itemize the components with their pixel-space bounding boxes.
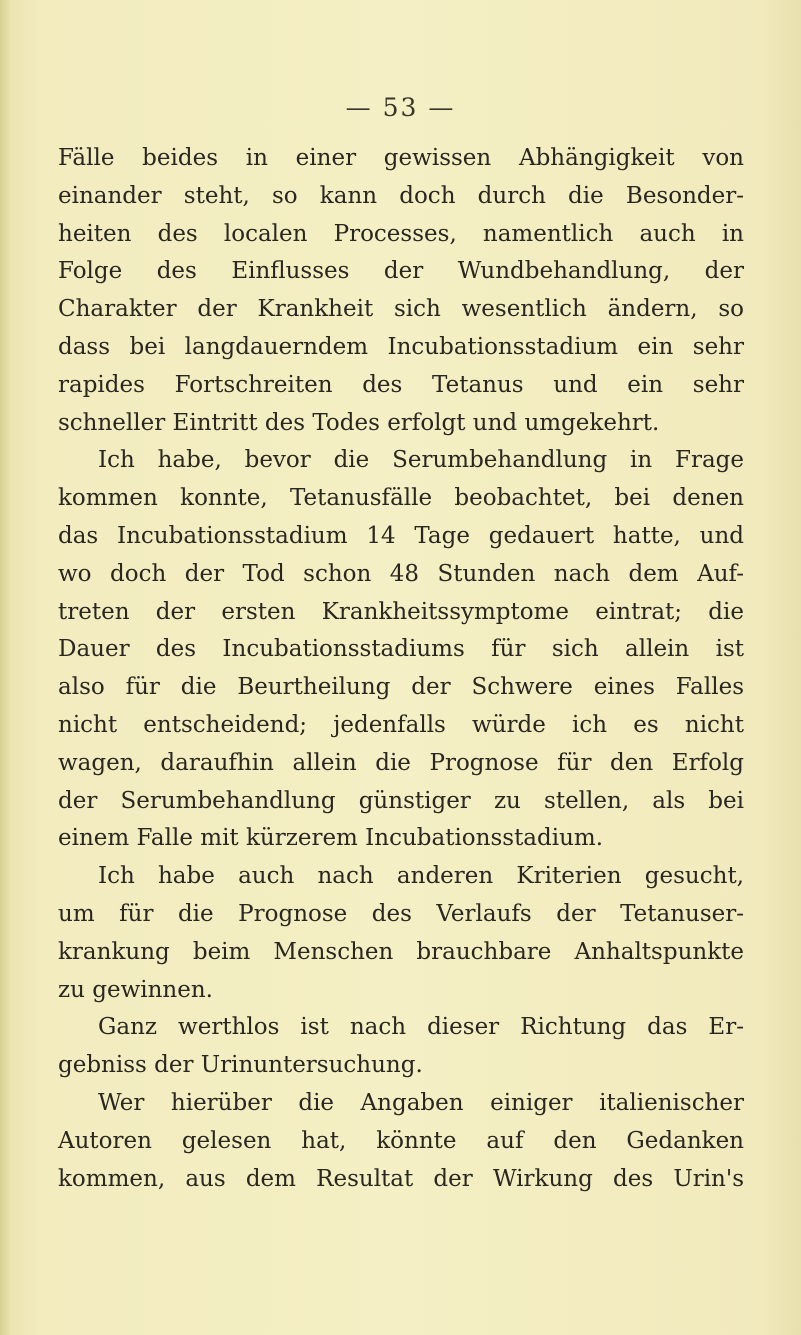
text-line: einem Falle mit kürzerem Incubationsstadium.: [58, 825, 604, 852]
text-line: also für die Beurtheilung der Schwere eines Falles: [58, 674, 744, 701]
text-line: der Serumbehandlung günstiger zu stellen, als bei: [58, 787, 744, 814]
body-text: [58, 140, 744, 1198]
text-line: kommen, aus dem Resultat der Wirkung des Urin's: [58, 1165, 744, 1192]
text-line: wo doch der Tod schon 48 Stunden nach dem Auf-: [58, 560, 744, 587]
text-line: das Incubationsstadium 14 Tage gedauert hatte, und: [58, 522, 744, 549]
page-number: — 53 —: [345, 93, 456, 122]
paragraph: [58, 140, 744, 442]
text-line: Ich habe auch nach anderen Kriterien gesucht,: [98, 863, 744, 890]
text-line: kommen konnte, Tetanusfälle beobachtet, bei denen: [58, 485, 744, 512]
paragraph: [58, 442, 744, 858]
text-line: Dauer des Incubationsstadiums für sich allein ist: [58, 636, 744, 663]
text-line: nicht entscheidend; jedenfalls würde ich es nicht: [58, 711, 744, 738]
paragraph: [58, 1009, 744, 1085]
text-line: krankung beim Menschen brauchbare Anhaltspunkte: [58, 938, 744, 965]
text-line: schneller Eintritt des Todes erfolgt und umgekehrt.: [58, 409, 660, 436]
text-line: wagen, daraufhin allein die Prognose für den Erfolg: [58, 749, 744, 776]
text-line: zu gewinnen.: [58, 976, 213, 1003]
paragraph: [58, 1085, 744, 1198]
binding-edge: [0, 0, 10, 1335]
text-line: einander steht, so kann doch durch die Besonder-: [58, 182, 744, 209]
text-line: Folge des Einflusses der Wundbehandlung, der: [58, 258, 744, 285]
text-line: Ich habe, bevor die Serumbehandlung in Frage: [98, 447, 744, 474]
text-line: heiten des localen Processes, namentlich auch in: [58, 220, 744, 247]
text-line: dass bei langdauerndem Incubationsstadium ein sehr: [58, 333, 744, 360]
text-line: Ganz werthlos ist nach dieser Richtung das Er-: [98, 1014, 744, 1041]
text-line: treten der ersten Krankheitssymptome eintrat; die: [58, 598, 744, 625]
text-line: Fälle beides in einer gewissen Abhängigkeit von: [58, 145, 744, 171]
text-line: um für die Prognose des Verlaufs der Tetanuser-: [58, 900, 744, 927]
text-line: Autoren gelesen hat, könnte auf den Gedanken: [58, 1127, 744, 1154]
text-line: rapides Fortschreiten des Tetanus und ein sehr: [58, 371, 744, 398]
text-line: Wer hierüber die Angaben einiger italienischer: [98, 1089, 744, 1116]
text-line: gebniss der Urinuntersuchung.: [58, 1052, 423, 1079]
paragraph: [58, 858, 744, 1009]
text-line: Charakter der Krankheit sich wesentlich ändern, so: [58, 296, 744, 323]
